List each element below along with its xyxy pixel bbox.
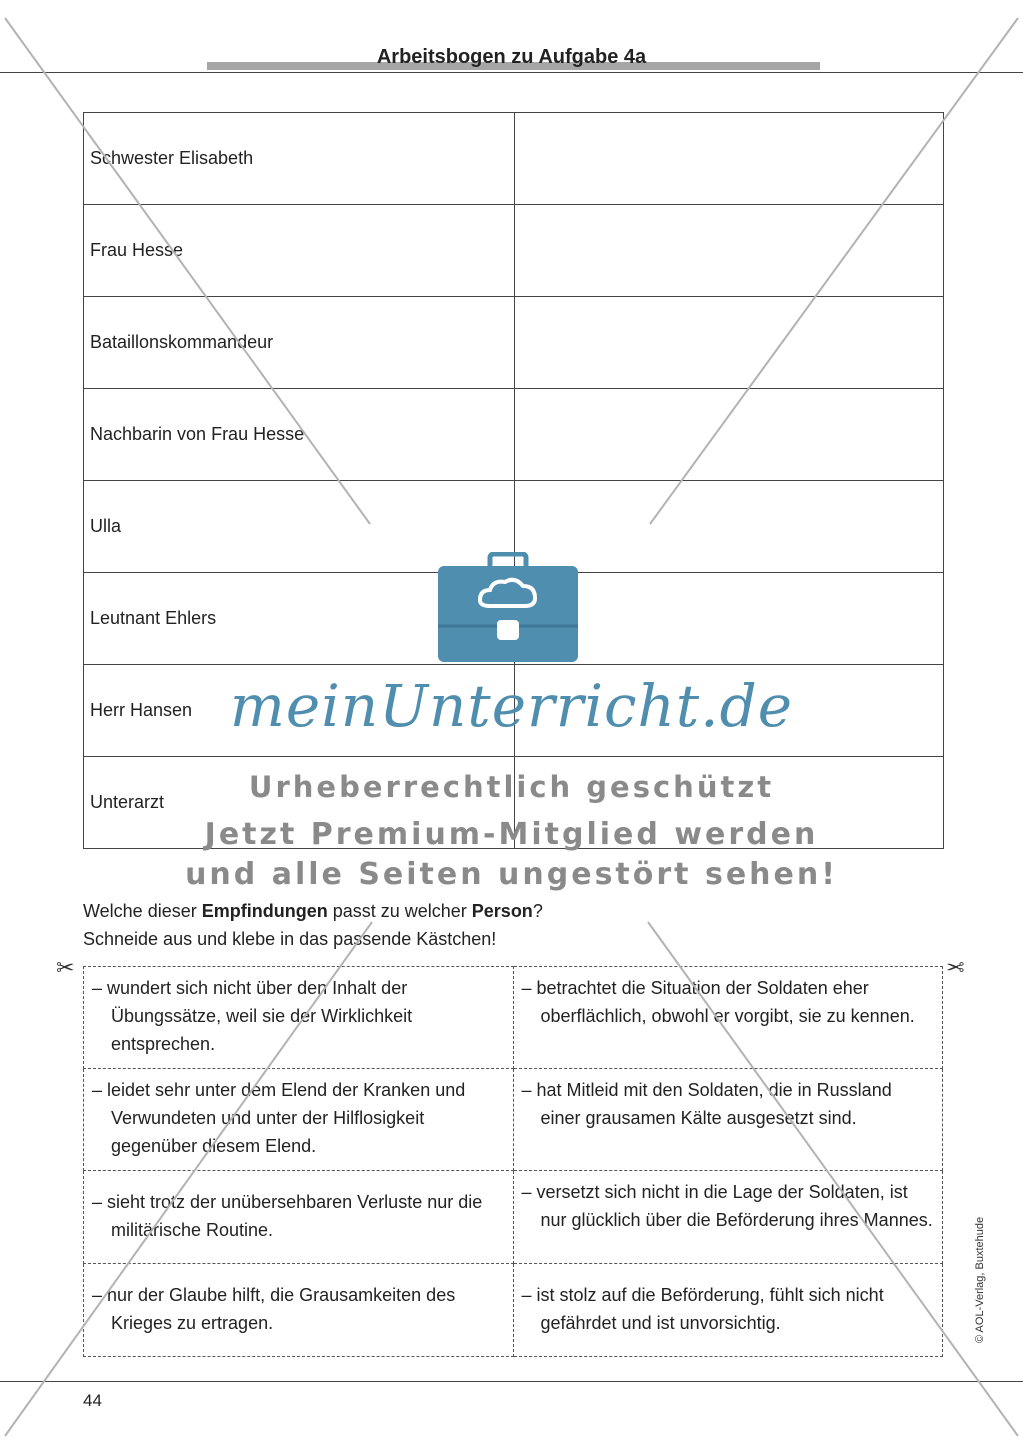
- table-row: [84, 297, 944, 389]
- cutout-card[interactable]: [84, 1069, 514, 1171]
- watermark-brand: meinUnterricht.de: [229, 672, 794, 740]
- cutout-card[interactable]: [513, 967, 943, 1069]
- answer-cell: [515, 205, 944, 297]
- cutout-card[interactable]: [84, 967, 514, 1069]
- card-text: – betrachtet die Situation der Soldaten eher oberflächlich, obwohl er vorgibt, sie zu kennen.: [521, 978, 915, 1026]
- person-name: Ulla: [84, 481, 515, 573]
- prompt-emphasis: Person: [471, 901, 533, 921]
- scissors-icon: ✂: [56, 955, 75, 980]
- person-name: Bataillonskommandeur: [84, 297, 515, 389]
- card-text: – leidet sehr unter dem Elend der Kranken und Verwundeten und unter der Hilflosigkeit gegenüber diesem Elend.: [92, 1080, 466, 1156]
- answer-cell: [515, 113, 944, 205]
- prompt-line-1: [83, 897, 543, 925]
- person-name: Frau Hesse: [84, 205, 515, 297]
- person-name: Nachbarin von Frau Hesse: [84, 389, 515, 481]
- person-name: Unterarzt: [84, 757, 515, 849]
- card-row: [84, 967, 943, 1069]
- table-row: [84, 205, 944, 297]
- page-number: 44: [83, 1391, 102, 1410]
- top-rule: [0, 72, 1023, 73]
- prompt-line-2: Schneide aus und klebe in das passende Kästchen!: [83, 929, 497, 949]
- card-row: [84, 1069, 943, 1171]
- task-prompt: [83, 897, 543, 953]
- answer-cell: [515, 297, 944, 389]
- copyright-notice: © AOL-Verlag, Buxtehude: [974, 1216, 986, 1343]
- person-name: Leutnant Ehlers: [84, 573, 515, 665]
- prompt-text: ?: [532, 901, 543, 921]
- prompt-emphasis: Empfindungen: [201, 901, 328, 921]
- bottom-rule: [0, 1381, 1023, 1382]
- cutout-card[interactable]: [84, 1171, 514, 1264]
- watermark-copyright: Urheberrechtlich geschützt: [248, 770, 775, 804]
- briefcase-icon: [435, 552, 581, 666]
- cutout-card[interactable]: [513, 1069, 943, 1171]
- card-row: [84, 1171, 943, 1264]
- card-text: – nur der Glaube hilft, die Grausamkeiten des Krieges zu ertragen.: [92, 1284, 456, 1333]
- prompt-text: Welche dieser: [83, 901, 202, 921]
- cutout-card[interactable]: [513, 1171, 943, 1264]
- card-text: – sieht trotz der unübersehbaren Verluste nur die militärische Routine.: [92, 1191, 483, 1240]
- person-name: Schwester Elisabeth: [84, 113, 515, 205]
- watermark-premium-2: und alle Seiten ungestört sehen!: [185, 857, 838, 892]
- cutout-card[interactable]: [513, 1264, 943, 1357]
- cutout-card[interactable]: [84, 1264, 514, 1357]
- page-title: Arbeitsbogen zu Aufgabe 4a: [376, 46, 647, 68]
- table-row: [84, 389, 944, 481]
- card-text: – wundert sich nicht über den Inhalt der Übungssätze, weil sie der Wirklichkeit entsprechen.: [92, 978, 413, 1054]
- card-text: – hat Mitleid mit den Soldaten, die in Russland einer grausamen Kälte ausgesetzt sind.: [521, 1080, 892, 1128]
- person-name: Herr Hansen: [84, 665, 515, 757]
- scissors-icon: ✂: [946, 955, 965, 980]
- answer-cell: [515, 389, 944, 481]
- watermark-premium: Jetzt Premium-Mitglied werden: [204, 817, 819, 852]
- card-text: – ist stolz auf die Beförderung, fühlt sich nicht gefährdet und ist unvorsichtig.: [521, 1284, 884, 1333]
- card-row: [84, 1264, 943, 1357]
- table-row: [84, 113, 944, 205]
- card-text: – versetzt sich nicht in die Lage der Soldaten, ist nur glücklich über die Beförderung ihres Mannes.: [521, 1182, 933, 1230]
- cutout-cards: [83, 966, 943, 1357]
- prompt-text: passt zu welcher: [327, 901, 472, 921]
